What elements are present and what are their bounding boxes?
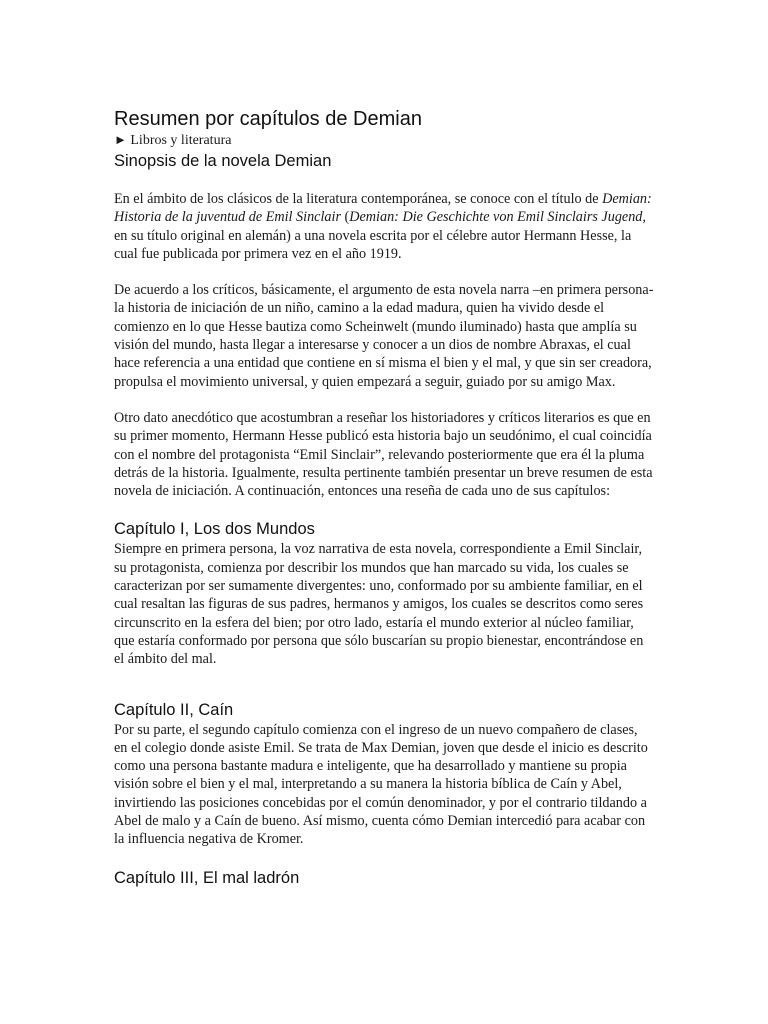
chapter-1-heading: Capítulo I, Los dos Mundos (114, 520, 315, 539)
category-label: Libros y literatura (130, 133, 232, 148)
chapter-2-heading: Capítulo II, Caín (114, 700, 234, 719)
synopsis-p1-text-b: ( (340, 209, 350, 226)
triangle-right-icon: ► (114, 132, 127, 147)
synopsis-paragraph-2: De acuerdo a los críticos, básicamente, el argumento de esta novela narra –en primera persona- la historia de iniciación de un niño, camino a la edad madura, quien ha vivido desde el comienzo en lo que Hesse bautiza como Scheinwelt (mundo iluminado) hasta que amplía su visión del mundo, hasta llegar a interesarse y conocer a un dios de nombre Abraxas, el cual hace referencia a una entidad que contiene en sí misma el bien y el mal, y que sin ser creadora, propulsa el movimiento universal, y quien empezará a seguir, guiado por su amigo Max. (114, 282, 654, 390)
title-spanish: Demian: Historia de la juventud de Emil Sinclair (114, 191, 652, 226)
chapter-3-heading: Capítulo III, El mal ladrón (114, 868, 300, 887)
document-content (114, 106, 654, 889)
synopsis-p1-text-c: en su título original en alemán) a una novela escrita por el célebre autor Hermann Hesse, la cual fue publicada por primera vez en el año 1919. (114, 227, 632, 262)
title-german: Demian: Die Geschichte von Emil Sinclairs Jugend, (349, 209, 646, 226)
category-link[interactable] (114, 132, 654, 149)
synopsis-paragraph-3: Otro dato anecdótico que acostumbran a reseñar los historiadores y críticos literarios es que en su primer momento, Hermann Hesse publicó esta historia bajo un seudónimo, el cual coincidía con el nombre del protagonista “Emil Sinclair”, relevando posteriormente que era él la pluma detrás de la historia. Igualmente, resulta pertinente también presentar un breve resumen de esta novela de iniciación. A continuación, entonces una reseña de cada uno de sus capítulos: (114, 409, 653, 500)
synopsis-paragraph-1 (114, 190, 654, 263)
page-title: Resumen por capítulos de Demian (114, 108, 422, 130)
synopsis-p1-text-a: En el ámbito de los clásicos de la literatura contemporánea, se conoce con el título de (114, 191, 603, 207)
synopsis-heading: Sinopsis de la novela Demian (114, 152, 332, 170)
chapter-2-text: Por su parte, el segundo capítulo comienza con el ingreso de un nuevo compañero de clases, en el colegio donde asiste Emil. Se trata de Max Demian, joven que desde el inicio es descrito como una persona bastante madura e inteligente, que ha desarrollado y mantiene su propia visión sobre el bien y el mal, interpretando a su manera la historia bíblica de Caín y Abel, invirtiendo las posiciones concebidas por el común denominador, y por el contrario tildando a Abel de malo y a Caín de bueno. Así mismo, cuenta cómo Demian intercedió para acabar con la influencia negativa de Kromer. (114, 721, 648, 848)
chapter-1-text: Siempre en primera persona, la voz narrativa de esta novela, correspondiente a Emil Sinclair, su protagonista, comienza por describir los mundos que han marcado su vida, los cuales se caracterizan por ser sumamente divergentes: uno, conformado por su ambiente familiar, en el cual resaltan las figuras de sus padres, hermanos y amigos, los cuales se descritos como seres circunscrito en la esfera del bien; por otro lado, estaría el mundo exterior al núcleo familiar, que estaría conformado por persona que sólo buscarían su propio bienestar, encontrándose en el ámbito del mal. (114, 541, 644, 668)
